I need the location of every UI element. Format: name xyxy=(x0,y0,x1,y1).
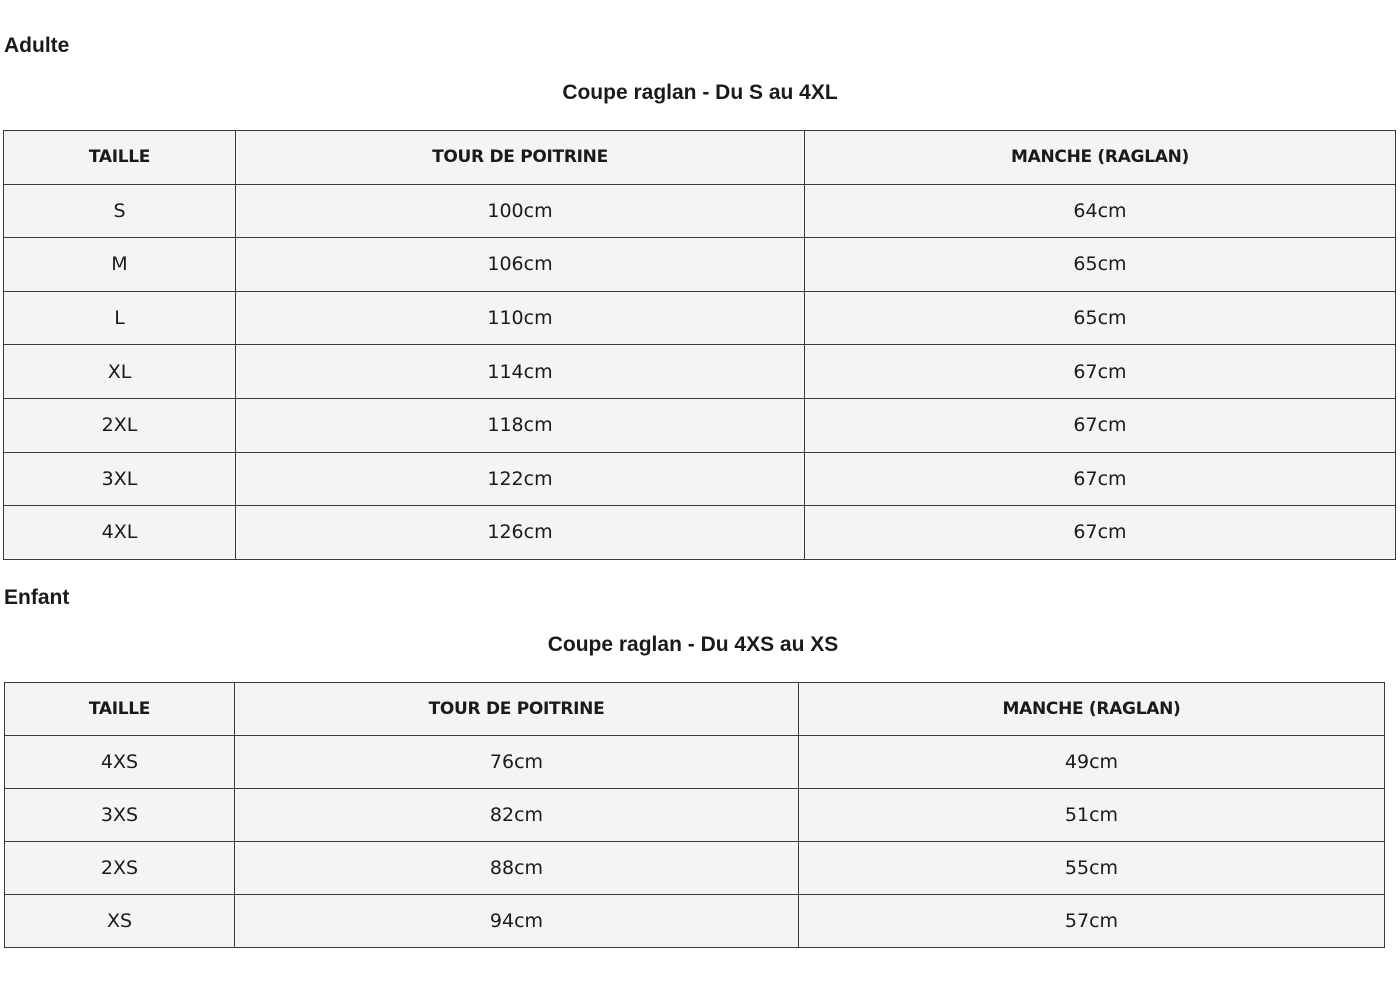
chest-cell: 82cm xyxy=(235,789,799,842)
size-cell: XL xyxy=(4,345,236,399)
size-cell: 2XS xyxy=(5,842,235,895)
sleeve-cell: 49cm xyxy=(799,736,1385,789)
table-row xyxy=(4,291,1396,345)
chest-cell: 122cm xyxy=(236,452,805,506)
header-tour-de-poitrine: TOUR DE POITRINE xyxy=(235,683,799,736)
table-row xyxy=(5,842,1385,895)
size-cell: 4XL xyxy=(4,506,236,560)
header-taille: TAILLE xyxy=(4,131,236,185)
header-manche-raglan: MANCHE (RAGLAN) xyxy=(799,683,1385,736)
table-row xyxy=(4,345,1396,399)
table-row xyxy=(5,895,1385,948)
sleeve-cell: 57cm xyxy=(799,895,1385,948)
size-cell: S xyxy=(4,184,236,238)
size-cell: L xyxy=(4,291,236,345)
chest-cell: 126cm xyxy=(236,506,805,560)
adult-size-table xyxy=(3,130,1396,560)
size-cell: 4XS xyxy=(5,736,235,789)
chest-cell: 118cm xyxy=(236,398,805,452)
adult-table-title: Coupe raglan - Du S au 4XL xyxy=(562,81,838,104)
size-cell: 2XL xyxy=(4,398,236,452)
header-tour-de-poitrine: TOUR DE POITRINE xyxy=(236,131,805,185)
sleeve-cell: 67cm xyxy=(805,398,1396,452)
child-table-title: Coupe raglan - Du 4XS au XS xyxy=(547,633,839,656)
chest-cell: 76cm xyxy=(235,736,799,789)
table-row xyxy=(4,398,1396,452)
table-header-row xyxy=(4,131,1396,185)
chest-cell: 110cm xyxy=(236,291,805,345)
table-row xyxy=(4,238,1396,292)
sleeve-cell: 64cm xyxy=(805,184,1396,238)
size-cell: 3XL xyxy=(4,452,236,506)
table-row xyxy=(4,452,1396,506)
sleeve-cell: 65cm xyxy=(805,238,1396,292)
child-size-table xyxy=(4,682,1385,948)
chest-cell: 88cm xyxy=(235,842,799,895)
adult-section-label: Adulte xyxy=(4,34,70,57)
chest-cell: 94cm xyxy=(235,895,799,948)
chest-cell: 106cm xyxy=(236,238,805,292)
table-row xyxy=(5,736,1385,789)
table-header-row xyxy=(5,683,1385,736)
sleeve-cell: 51cm xyxy=(799,789,1385,842)
sleeve-cell: 67cm xyxy=(805,345,1396,399)
table-row xyxy=(5,789,1385,842)
table-row xyxy=(4,184,1396,238)
sleeve-cell: 67cm xyxy=(805,506,1396,560)
header-manche-raglan: MANCHE (RAGLAN) xyxy=(805,131,1396,185)
chest-cell: 114cm xyxy=(236,345,805,399)
table-row xyxy=(4,506,1396,560)
size-cell: M xyxy=(4,238,236,292)
header-taille: TAILLE xyxy=(5,683,235,736)
size-cell: 3XS xyxy=(5,789,235,842)
sleeve-cell: 67cm xyxy=(805,452,1396,506)
size-cell: XS xyxy=(5,895,235,948)
sleeve-cell: 65cm xyxy=(805,291,1396,345)
chest-cell: 100cm xyxy=(236,184,805,238)
child-section-label: Enfant xyxy=(4,586,70,609)
sleeve-cell: 55cm xyxy=(799,842,1385,895)
